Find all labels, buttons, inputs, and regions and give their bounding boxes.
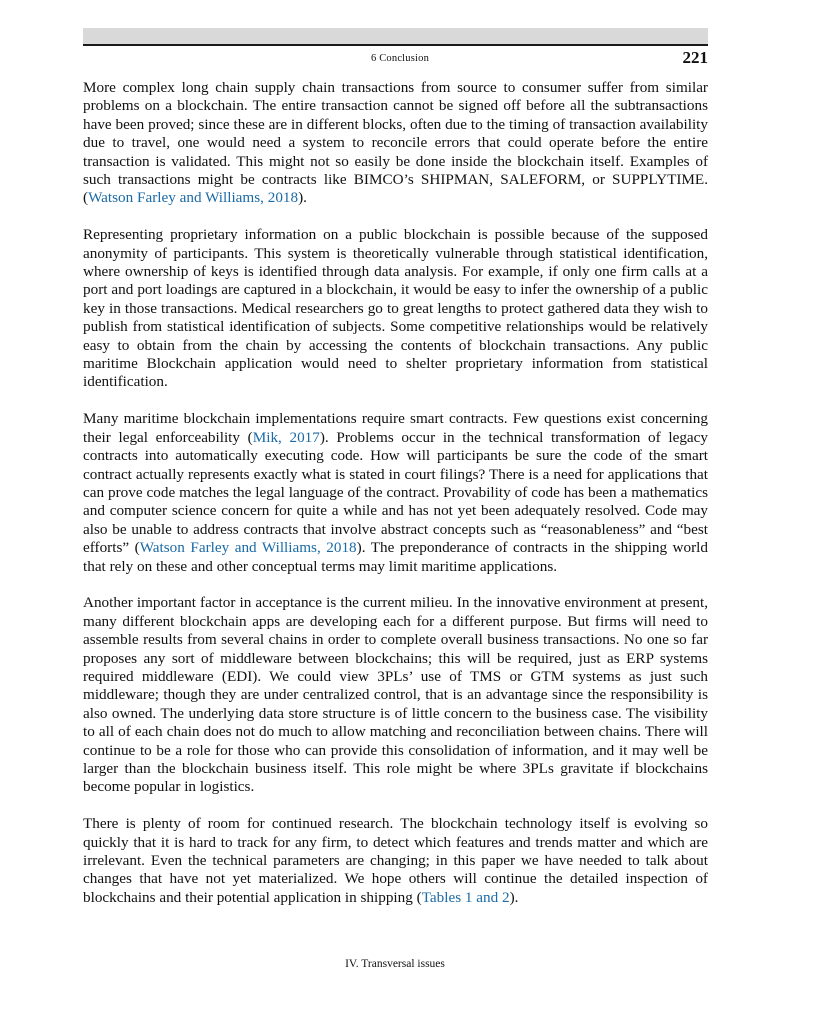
page-number: 221 — [682, 48, 708, 67]
citation-watson-farley-williams-2[interactable]: Watson Farley and Williams, 2018 — [139, 539, 357, 557]
paragraph-1-text: More complex long chain supply chain transactions from source to consumer suffer from similar problems on a blockchain. The entire transaction cannot be signed off before all the subtransactions have been proved; since these are in different blocks, often due to the timing of transaction availability due to travel, one would need a system to reconcile errors that could operate before the entire transaction is validated. This might not so easily be done inside the blockchain itself. Examples of such transactions might be contracts like BIMCO’s SHIPMAN, SALEFORM, or SUPPLYTIME. ( — [83, 79, 708, 207]
paragraph-1 — [83, 79, 708, 208]
running-head: 6 Conclusion — [370, 53, 430, 64]
citation-tables-1-2[interactable]: Tables 1 and 2 — [421, 888, 510, 906]
header-rule — [83, 44, 708, 46]
footer-part-title: IV. Transversal issues — [345, 958, 445, 970]
citation-mik[interactable]: Mik, 2017 — [252, 428, 320, 446]
citation-watson-farley-williams[interactable]: Watson Farley and Williams, 2018 — [88, 189, 299, 207]
paragraph-5 — [83, 815, 708, 907]
paragraph-5-tail: ). — [509, 888, 519, 906]
body-text — [83, 79, 708, 926]
paragraph-2: Representing proprietary information on a public blockchain is possible because of the supposed anonymity of participants. This system is theoretically vulnerable through statistical identification, where ownership of keys is identified through data analysis. For example, if only one firm calls at a port and port loadings are captured in a blockchain, it would be easy to infer the ownership of a public key in those transactions. Medical researchers go to great lengths to protect gathered data they wish to publish from statistical identification of subjects. Some competitive relationships would be relatively easy to obtain from the chain by accessing the contents of blockchain transactions. Any public maritime Blockchain application would need to shelter proprietary information from statistical identification. — [83, 226, 708, 391]
paragraph-3-text-c: ). The preponderance of contracts in the shipping world that rely on these and other conceptual terms may limit maritime applications. — [83, 539, 708, 575]
paragraph-3-text-b: ). Problems occur in the technical transformation of legacy contracts into automatically executing code. How will participants be sure the code of the smart contract actually represents exactly what is stated in court filings? There is a need for applications that can prove code matches the legal language of the contract. Provability of code has been a mathematics and computer science concern for quite a while and has not yet been adequately resolved. Code may also be unable to address contracts that involve abstract concepts such as “reasonableness” and “best efforts” ( — [83, 428, 708, 557]
paragraph-5-text: There is plenty of room for continued research. The blockchain technology itself is evolving so quickly that it is hard to track for any firm, to detect which features and trends matter and which are irrelevant. Even the technical parameters are changing; in this paper we have needed to talk about changes that have not yet materialized. We hope others will continue the detailed inspection of blockchains and their potential application in shipping ( — [83, 815, 708, 906]
paragraph-4: Another important factor in acceptance is the current milieu. In the innovative environment at present, many different blockchain apps are developing each for a different purpose. But firms will need to assemble results from several chains in order to complete overall business transactions. No one so far proposes any sort of middleware between blockchains; this will be required, just as ERP systems required middleware (EDI). We could view 3PLs’ use of TMS or GTM systems as just such middleware; though they are under centralized control, that is an advantage since the responsibility is also owned. The underlying data store structure is of little concern to the business case. The visibility to all of each chain does not do much to allow matching and reconciliation between chains. There will continue to be a role for those who can provide this consolidation of information, and it may well be larger than the blockchain business itself. This role might be where 3PLs gravitate if blockchains become popular in logistics. — [83, 594, 708, 796]
paragraph-1-tail: ). — [298, 189, 307, 207]
paragraph-3 — [83, 410, 708, 576]
paragraph-3-text-a: Many maritime blockchain implementations require smart contracts. Few questions exist concerning their legal enforceability ( — [83, 410, 708, 446]
header-bar — [83, 28, 708, 44]
